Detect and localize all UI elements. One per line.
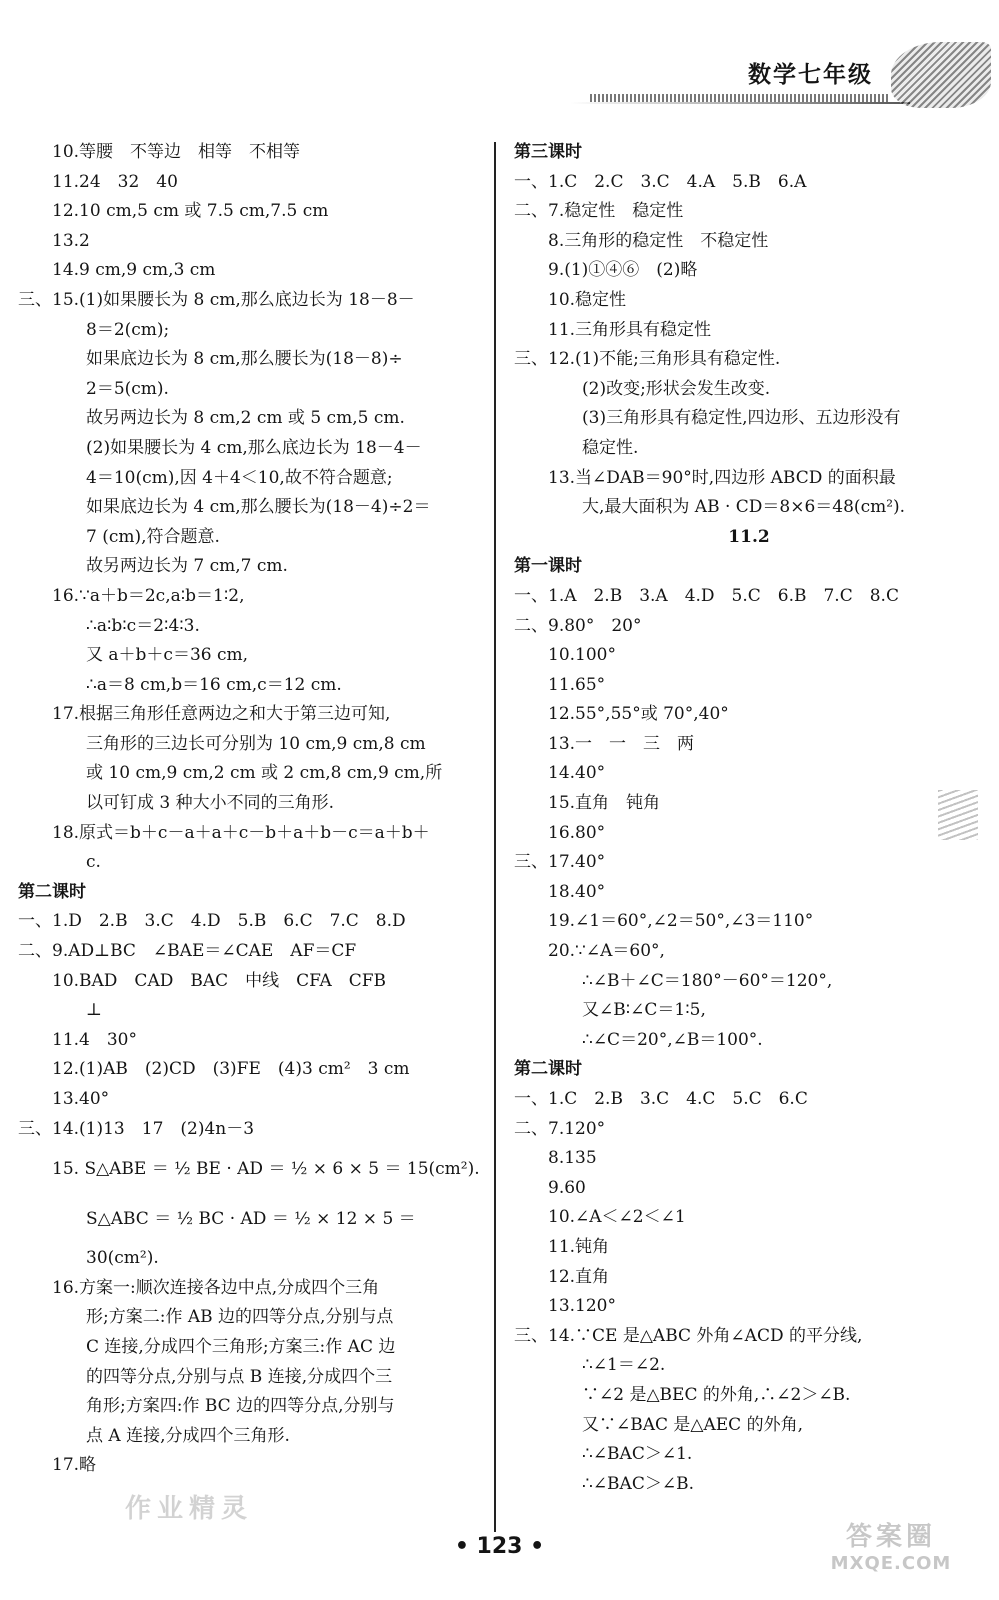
section-heading: 第一课时	[514, 556, 582, 577]
answer-line: 12.55°,55°或 70°,40°	[548, 704, 729, 725]
left-column	[18, 138, 486, 1481]
answer-line: 二、7.120°	[514, 1118, 606, 1139]
margin-scribble	[938, 790, 978, 840]
answer-line: 故另两边长为 7 cm,7 cm.	[86, 556, 288, 577]
answer-line: 13.一 一 三 两	[548, 733, 695, 754]
answer-line: 19.∠1＝60°,∠2＝50°,∠3＝110°	[548, 911, 814, 932]
header-title: 数学七年级	[748, 62, 873, 88]
answer-line: ∴∠BAC＞∠B.	[582, 1473, 694, 1494]
answer-line: 如果底边长为 8 cm,那么腰长为(18－8)÷	[86, 349, 403, 370]
answer-line: 16.∵a＋b＝2c,a∶b＝1∶2,	[52, 585, 245, 606]
answer-line: 或 10 cm,9 cm,2 cm 或 2 cm,8 cm,9 cm,所	[86, 763, 443, 784]
answer-line: 10.BAD CAD BAC 中线 CFA CFB	[52, 970, 387, 991]
answer-line: 一、1.D 2.B 3.C 4.D 5.B 6.C 7.C 8.D	[18, 911, 406, 932]
answer-line: 三、12.(1)不能;三角形具有稳定性.	[514, 349, 781, 370]
answer-line: 三、17.40°	[514, 852, 606, 873]
answer-line: ∴∠1＝∠2.	[582, 1355, 666, 1376]
answer-line: 15. S△ABE ＝ ½ BE · AD ＝ ½ × 6 × 5 ＝ 15(cm²).	[52, 1159, 480, 1180]
answer-line: ∵∠2 是△BEC 的外角,∴∠2＞∠B.	[582, 1384, 851, 1405]
answer-line: 11.4 30°	[52, 1029, 137, 1050]
right-column	[514, 138, 984, 1499]
answer-line: 18.40°	[548, 881, 606, 902]
section-heading: 第二课时	[18, 881, 86, 902]
answer-line: 7 (cm),符合题意.	[86, 526, 220, 547]
answer-line: 又 a＋b＋c＝36 cm,	[86, 645, 249, 666]
answer-line: 11.三角形具有稳定性	[548, 319, 712, 340]
answer-line: (2)改变;形状会发生改变.	[582, 378, 771, 399]
page-number: • 123 •	[454, 1534, 545, 1559]
answer-line: 13.2	[52, 230, 90, 251]
watermark-sub-text: MXQE.COM	[830, 1553, 952, 1574]
faint-stamp-mark: 作业精灵	[125, 1494, 254, 1524]
answer-line: 16.80°	[548, 822, 606, 843]
answer-line: 8.135	[548, 1148, 597, 1169]
answer-line: 17.根据三角形任意两边之和大于第三边可知,	[52, 704, 391, 725]
answer-line: 11.24 32 40	[52, 171, 178, 192]
answer-line: 13.40°	[52, 1089, 110, 1109]
answer-line: 形;方案二:作 AB 边的四等分点,分别与点	[86, 1307, 394, 1328]
answer-line: 稳定性.	[582, 437, 639, 458]
answer-line: 三、14.∵CE 是△ABC 外角∠ACD 的平分线,	[514, 1325, 863, 1346]
answer-line: 的四等分点,分别与点 B 连接,分成四个三	[86, 1366, 393, 1387]
answer-line: ∴a＝8 cm,b＝16 cm,c＝12 cm.	[86, 674, 342, 695]
answer-line: (2)如果腰长为 4 cm,那么底边长为 18－4－	[86, 437, 422, 458]
answer-line: 13.当∠DAB＝90°时,四边形 ABCD 的面积最	[548, 467, 896, 488]
answer-line: 二、7.稳定性 稳定性	[514, 201, 684, 222]
answer-line: 14.40°	[548, 763, 606, 784]
answer-line: (3)三角形具有稳定性,四边形、五边形没有	[582, 408, 901, 429]
answer-line: 13.120°	[548, 1296, 616, 1317]
answer-line: 8.三角形的稳定性 不稳定性	[548, 230, 769, 251]
answer-line: ∴∠C＝20°,∠B＝100°.	[582, 1029, 763, 1050]
answer-line: 4＝10(cm),因 4＋4＜10,故不符合题意;	[86, 467, 393, 488]
answer-line: 10.∠A＜∠2＜∠1	[548, 1207, 686, 1228]
section-heading: 11.2	[728, 526, 770, 547]
answer-line: 10.等腰 不等边 相等 不相等	[52, 142, 301, 162]
answer-line: 一、1.C 2.C 3.C 4.A 5.B 6.A	[514, 171, 807, 192]
answer-line: 10.稳定性	[548, 289, 627, 310]
answer-line: 9.(1)①④⑥ (2)略	[548, 260, 698, 281]
answer-line: 14.9 cm,9 cm,3 cm	[52, 260, 216, 281]
answer-line: 12.10 cm,5 cm 或 7.5 cm,7.5 cm	[52, 201, 329, 222]
header-dotted-rule	[590, 94, 890, 102]
answer-line: 2＝5(cm).	[86, 378, 169, 399]
answer-line: 三、14.(1)13 17 (2)4n－3	[18, 1118, 255, 1139]
answer-line: 如果底边长为 4 cm,那么腰长为(18－4)÷2＝	[86, 497, 431, 518]
answer-line: 17.略	[52, 1455, 97, 1476]
watermark-logo	[801, 1500, 981, 1590]
answer-line: 11.65°	[548, 674, 606, 695]
answer-line: 大,最大面积为 AB · CD＝8×6＝48(cm²).	[582, 497, 906, 518]
answer-line: ∴∠B＋∠C＝180°－60°＝120°,	[582, 970, 833, 991]
answer-line: 三、15.(1)如果腰长为 8 cm,那么底边长为 18－8－	[18, 289, 415, 310]
answer-line: 二、9.80° 20°	[514, 615, 642, 636]
column-divider	[494, 142, 496, 1532]
answer-line: ⊥	[86, 1000, 102, 1021]
answer-line: 一、1.C 2.B 3.C 4.C 5.C 6.C	[514, 1089, 808, 1109]
answer-line: 故另两边长为 8 cm,2 cm 或 5 cm,5 cm.	[86, 408, 405, 429]
answer-line: 三角形的三边长可分别为 10 cm,9 cm,8 cm	[86, 733, 426, 754]
answer-line: 11.钝角	[548, 1236, 610, 1257]
section-heading: 第二课时	[514, 1059, 582, 1080]
page-header	[540, 40, 999, 110]
answer-line: 15.直角 钝角	[548, 793, 661, 814]
answer-line: 又∵∠BAC 是△AEC 的外角,	[582, 1414, 803, 1435]
answer-line: 点 A 连接,分成四个三角形.	[86, 1425, 290, 1446]
answer-line: 二、9.AD⊥BC ∠BAE＝∠CAE AF＝CF	[18, 941, 357, 962]
answer-line: ∴∠BAC＞∠1.	[582, 1444, 693, 1465]
answer-line: 16.方案一:顺次连接各边中点,分成四个三角	[52, 1277, 380, 1298]
answer-line: 20.∵∠A＝60°,	[548, 941, 665, 962]
answer-line: 以可钉成 3 种大小不同的三角形.	[86, 793, 335, 814]
answer-line: ∴a∶b∶c＝2∶4∶3.	[86, 615, 200, 636]
answer-line: 10.100°	[548, 645, 616, 666]
answer-line: 30(cm²).	[86, 1248, 159, 1269]
answer-line: 9.60	[548, 1177, 586, 1198]
header-rule	[570, 102, 910, 104]
answer-line: C 连接,分成四个三角形;方案三:作 AC 边	[86, 1336, 396, 1357]
header-decoration-image	[891, 42, 991, 108]
answer-line: 18.原式＝b＋c－a＋a＋c－b＋a＋b－c＝a＋b＋	[52, 822, 430, 843]
answer-line: 12.(1)AB (2)CD (3)FE (4)3 cm² 3 cm	[52, 1059, 410, 1080]
watermark-main-text: 答案圈	[845, 1522, 936, 1552]
answer-line: 一、1.A 2.B 3.A 4.D 5.C 6.B 7.C 8.C	[514, 585, 899, 606]
answer-line: S△ABC ＝ ½ BC · AD ＝ ½ × 12 × 5 ＝	[86, 1209, 416, 1230]
section-heading: 第三课时	[514, 142, 582, 162]
answer-line: 又∠B∶∠C＝1∶5,	[582, 1000, 706, 1021]
answer-line: 12.直角	[548, 1266, 610, 1287]
answer-line: 8＝2(cm);	[86, 319, 170, 340]
answer-line: 角形;方案四:作 BC 边的四等分点,分别与	[86, 1396, 395, 1417]
answer-line: c.	[86, 852, 101, 873]
